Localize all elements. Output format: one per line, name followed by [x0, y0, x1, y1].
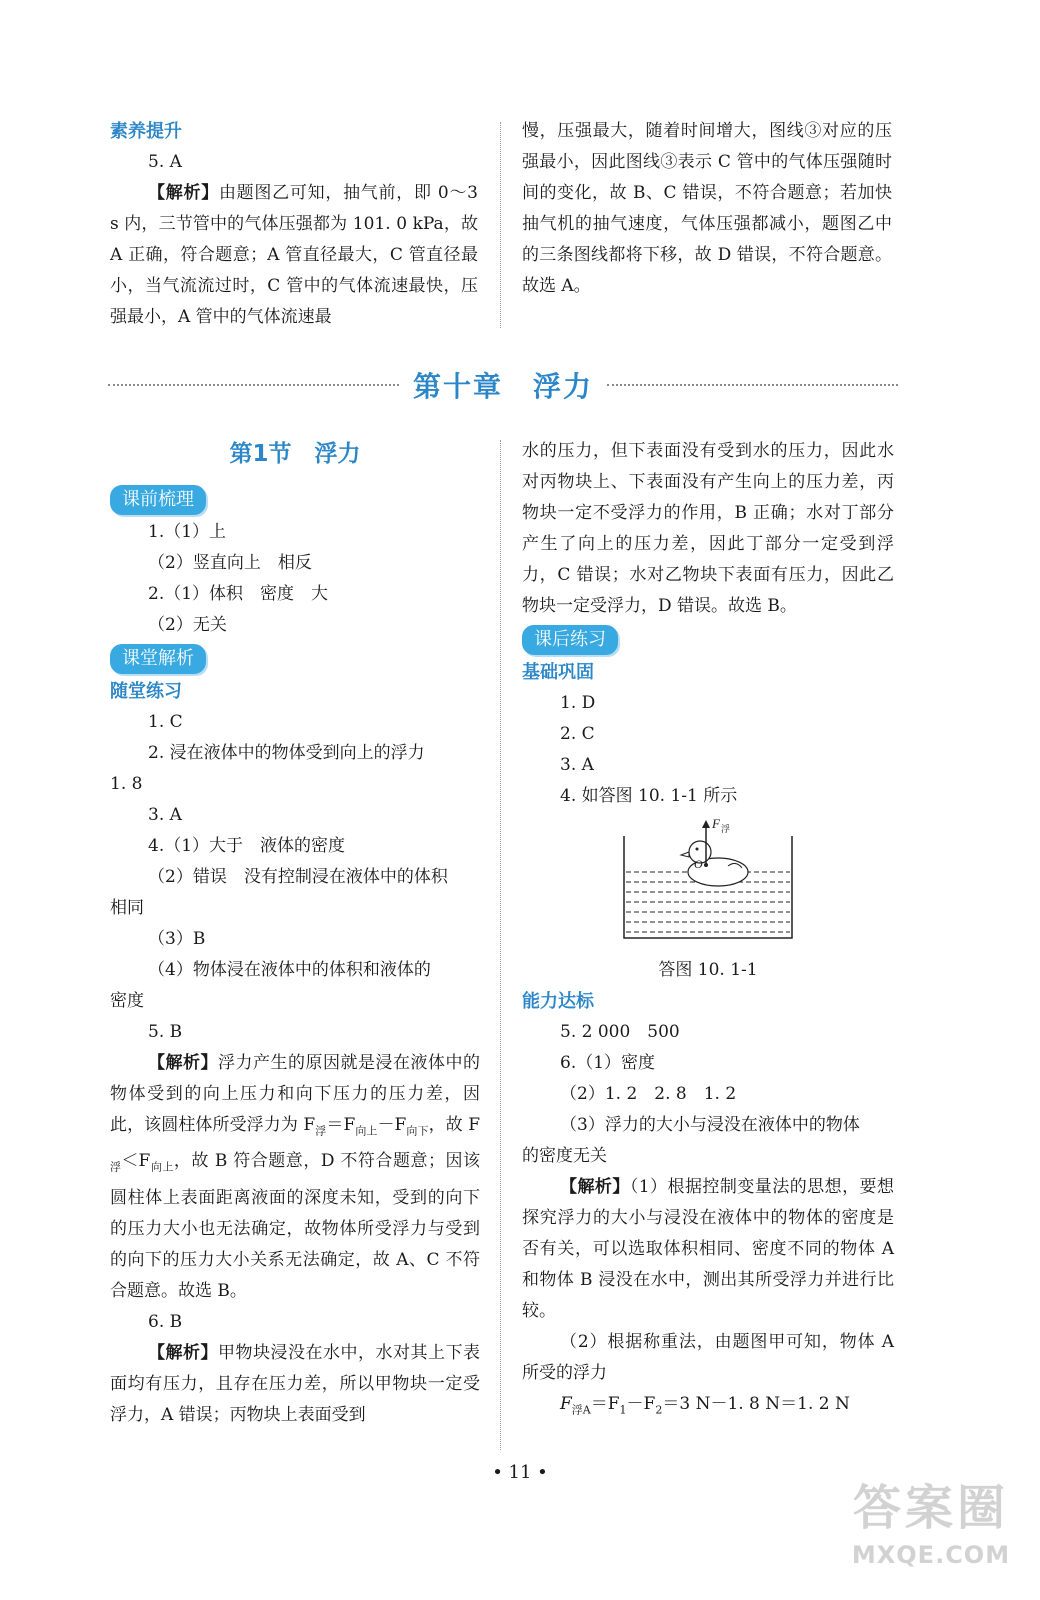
pill-pre-class: 课前梳理 [110, 485, 206, 515]
subscript: 浮A [571, 1403, 591, 1417]
analysis-tag: 【解析】 [560, 1177, 630, 1197]
arrow-head-icon [702, 820, 710, 828]
subscript: 浮 [110, 1160, 122, 1174]
duck-icon [681, 841, 748, 886]
chapter-rule-left [108, 384, 399, 386]
top-analysis-left [110, 178, 478, 333]
answer-item: 的密度无关 [522, 1146, 607, 1166]
main-left-column [110, 432, 480, 1431]
subscript: 向上 [150, 1160, 174, 1174]
page-number: • 11 • [492, 1462, 548, 1483]
top-right-column [522, 116, 892, 302]
formula-text: －F [626, 1394, 656, 1414]
pre-item: 2.（1）体积 密度 大 [148, 584, 329, 604]
subscript: 向下 [406, 1124, 429, 1138]
analysis-tag: 【解析】 [148, 183, 219, 203]
answer-item: 4.（1）大于 液体的密度 [148, 836, 346, 856]
answer-item: 3. A [148, 805, 182, 825]
main-right-column [522, 436, 894, 1425]
analysis-text: ，故 B 符合题意，D 不符合题意；因该圆柱体上表面距离液面的深度未知，受到的向下的压力大小也无法确定，故物体所受浮力与受到的向下的压力大小关系无法确定，故 A、C 不符合题意。故选 B。 [110, 1151, 481, 1301]
analysis-text: 甲物块浸没在水中，水对其上下表面均有压力，且存在压力差，所以甲物块一定受浮力，A 错误；丙物块上表面受到 [110, 1342, 480, 1425]
pre-item: （2）无关 [148, 615, 227, 635]
answer-item: 1. D [560, 693, 596, 713]
answer-item: 相同 [110, 898, 144, 918]
pill-after-class: 课后练习 [522, 625, 618, 655]
answer-item: 1. 8 [110, 774, 143, 794]
analysis-q5 [110, 1048, 480, 1307]
analysis-text: ＜F [121, 1151, 151, 1172]
answer-item: 5. 2 000 500 [560, 1022, 680, 1042]
watermark-logo [846, 1476, 1016, 1586]
subheading-practice: 随堂练习 [110, 681, 182, 702]
analysis-text: 浮力产生的原因就是浸在液体中的物体受到的向上压力和向下压力的压力差，因此，该圆柱体所受浮力为 F [110, 1053, 480, 1135]
top-answer: 5. A [148, 152, 182, 172]
answer-item: 6.（1）密度 [560, 1053, 656, 1073]
analysis-q6 [110, 1338, 480, 1431]
figure-caption: 答图 10. 1-1 [658, 960, 758, 980]
top-analysis-right: 慢，压强最大，随着时间增大，图线③对应的压强最小，因此图线③表示 C 管中的气体压强随时间的变化，故 B、C 错误，不符合题意；若加快抽气机的抽气速度，气体压强都减小，题图乙中的三条图线都将下移，故 D 错误，不符合题意。故选 A。 [522, 121, 892, 296]
answer-item: 2. 浸在液体中的物体受到向上的浮力 [148, 743, 425, 763]
subheading-basic: 基础巩固 [522, 662, 594, 683]
analysis-text: －F [377, 1115, 407, 1135]
watermark-line-1: 答案圈 [852, 1480, 1009, 1536]
watermark-line-2: MXQE.COM [851, 1541, 1011, 1569]
answer-item: 1. C [148, 712, 183, 732]
force-label: F [712, 816, 720, 831]
top-column-divider [500, 122, 501, 328]
chapter-title: 第十章 浮力 [413, 370, 594, 403]
answer-item: （3）B [148, 929, 206, 949]
analysis-tag: 【解析】 [148, 1053, 218, 1073]
chapter-rule-right [607, 384, 898, 386]
pre-item: 1.（1）上 [148, 522, 227, 542]
top-left-column [110, 116, 478, 333]
formula-line [522, 1389, 894, 1425]
analysis-text: ，故 F [428, 1115, 481, 1135]
answer-item: 3. A [560, 755, 594, 775]
duck-in-water-diagram [618, 816, 798, 942]
point-label: O [694, 857, 703, 871]
analysis-text: 由题图乙可知，抽气前，即 0～3 s 内，三节管中的气体压强都为 101. 0 kPa，故 A 正确，符合题意；A 管直径最大，C 管直径最小，当气流流过时，C 管中的气体流速最快，压强最小，A 管中的气体流速最 [110, 183, 478, 327]
formula-text: ＝F [590, 1394, 620, 1414]
analysis-text: ＝F [326, 1115, 356, 1135]
subheading-ability: 能力达标 [522, 991, 594, 1012]
pill-in-class: 课堂解析 [110, 644, 206, 674]
formula-var: F [560, 1394, 572, 1414]
continued-analysis: 水的压力，但下表面没有受到水的压力，因此水对丙物块上、下表面没有产生向上的压力差，丙物块一定不受浮力的作用，B 正确；水对丁部分产生了向上的压力差，因此丁部分一定受到浮力，C 错误；水对乙物块下表面有压力，因此乙物块一定受浮力，D 错误。故选 B。 [522, 441, 894, 616]
answer-item: 6. B [148, 1311, 183, 1332]
answer-item: 4. 如答图 10. 1-1 所示 [560, 786, 738, 806]
subscript: 浮 [315, 1124, 327, 1138]
top-heading: 素养提升 [110, 121, 182, 142]
subscript: 1 [619, 1403, 627, 1417]
buoyancy-figure [522, 816, 894, 953]
answer-item: 5. B [148, 1022, 183, 1042]
answer-item: 密度 [110, 991, 144, 1011]
pre-item: （2）竖直向上 相反 [148, 553, 312, 573]
formula-text: ＝3 N－1. 8 N＝1. 2 N [662, 1394, 850, 1414]
analysis-text: （1）根据控制变量法的思想，要想探究浮力的大小与浸没在液体中的物体的密度是否有关，可以选取体积相同、密度不同的物体 A 和物体 B 浸没在水中，测出其所受浮力并进行比较。 [522, 1177, 894, 1321]
answer-item: （2）错误 没有控制浸在液体中的体积 [148, 867, 448, 887]
answer-item: （4）物体浸在液体中的体积和液体的 [148, 960, 431, 980]
subscript: 2 [655, 1403, 663, 1417]
section-title: 第1节 浮力 [229, 441, 361, 467]
main-column-divider [500, 440, 501, 1450]
answer-item: 2. C [560, 724, 595, 744]
answer-item: （3）浮力的大小与浸没在液体中的物体 [560, 1115, 860, 1135]
analysis-q6-part2: （2）根据称重法，由题图甲可知，物体 A 所受的浮力 [522, 1332, 894, 1383]
analysis-q6-ability [522, 1172, 894, 1327]
answer-item: （2）1. 2 2. 8 1. 2 [560, 1084, 737, 1104]
subscript: 向上 [355, 1124, 378, 1138]
analysis-tag: 【解析】 [148, 1342, 218, 1363]
force-label-sub: 浮 [721, 825, 731, 835]
center-point [704, 863, 708, 867]
chapter-header [108, 360, 898, 410]
